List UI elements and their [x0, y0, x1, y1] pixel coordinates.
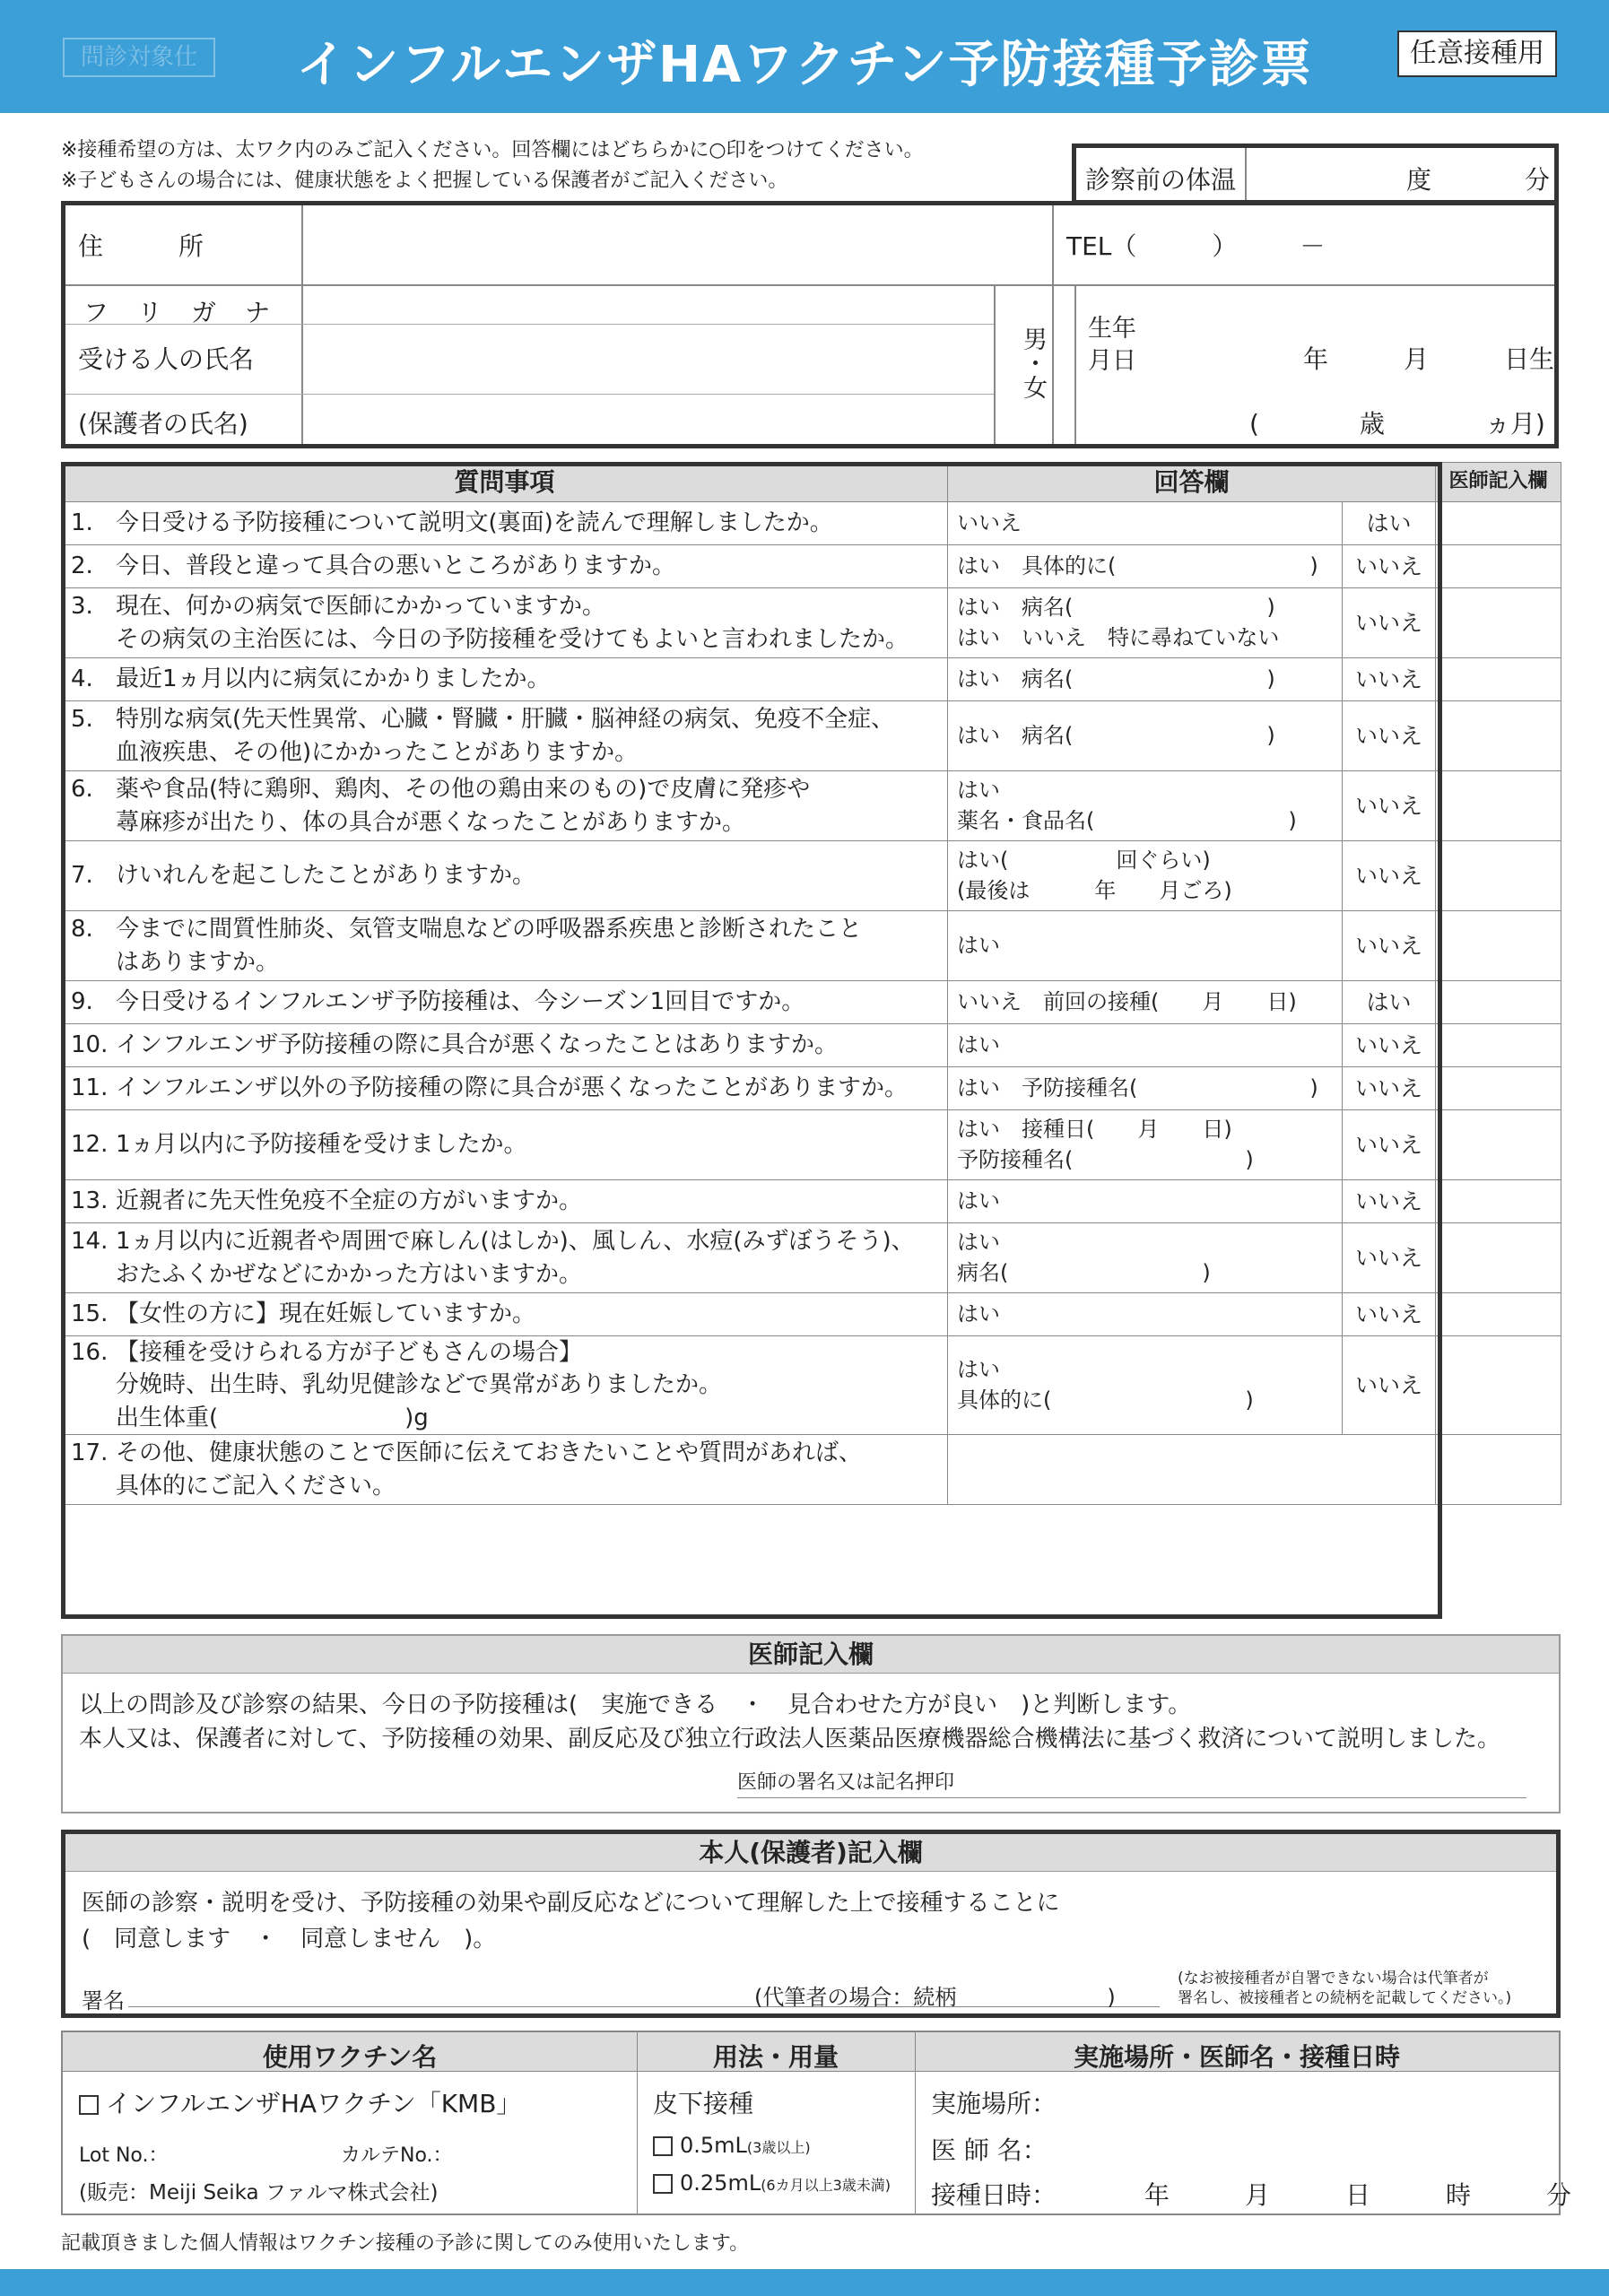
answer-option-b[interactable]: いいえ: [1343, 1223, 1436, 1293]
question-body: 1ヵ月以内に予防接種を受けましたか。: [116, 1131, 527, 1159]
question-body: 今日、普段と違って具合の悪いところがありますか。: [116, 552, 676, 580]
form-title: インフルエンザHAワクチン予防接種予診票: [296, 36, 1313, 94]
answer-option-b[interactable]: いいえ: [1343, 771, 1436, 841]
question-row: [62, 588, 1561, 658]
question-number: 3.: [71, 593, 93, 621]
doctor-section-title: 医師記入欄: [63, 1636, 1559, 1674]
question-body: 【女性の方に】現在妊娠していますか。: [116, 1300, 536, 1328]
doctor-notes-cell[interactable]: [1436, 1067, 1561, 1110]
doctor-notes-cell[interactable]: [1436, 545, 1561, 588]
answer-option-a[interactable]: はい 接種日( 月 日) 予防接種名( ): [948, 1110, 1343, 1180]
doctor-notes-cell[interactable]: [1436, 1293, 1561, 1336]
optional-vaccination-badge: 任意接種用: [1397, 30, 1557, 77]
question-number: 4.: [71, 665, 93, 693]
dose-05-checkbox[interactable]: [653, 2136, 673, 2156]
answer-option-a[interactable]: はい: [948, 1180, 1343, 1223]
doctor-explanation-line: 本人又は、保護者に対して、予防接種の効果、副反応及び独立行政法人医薬品医療機器総合機構法に基づく救済について説明しました。: [79, 1726, 1500, 1752]
doctor-notes-cell[interactable]: [1436, 841, 1561, 911]
temperature-box: [1072, 144, 1559, 204]
question-text: [62, 841, 948, 911]
question-body: 今日受けるインフルエンザ予防接種は、今シーズン1回目ですか。: [116, 988, 805, 1016]
doctor-notes-cell[interactable]: [1436, 1435, 1561, 1505]
lot-number-label[interactable]: Lot No.：: [79, 2144, 169, 2167]
instruction-note-1: ※接種希望の方は、太ワク内のみご記入ください。回答欄にはどちらかに○印をつけてください。: [61, 139, 924, 161]
question-number: 14.: [71, 1228, 109, 1256]
answer-option-b[interactable]: いいえ: [1343, 1024, 1436, 1067]
answer-option-a[interactable]: はい 具体的に( ): [948, 1336, 1343, 1435]
seller-note: (販売：Meiji Seika ファルマ株式会社): [79, 2181, 439, 2205]
dose-025-note: (6カ月以上3歳未満): [761, 2177, 891, 2194]
question-body: インフルエンザ以外の予防接種の際に具合が悪くなったことがありますか。: [116, 1074, 908, 1102]
address-field[interactable]: [308, 209, 1043, 281]
answer-option-a[interactable]: はい: [948, 1024, 1343, 1067]
doctor-notes-cell[interactable]: [1436, 658, 1561, 701]
question-text: [62, 701, 948, 771]
birthdate-fields[interactable]: 年 月 日生: [1303, 344, 1555, 374]
answer-option-b[interactable]: はい: [1343, 981, 1436, 1024]
instruction-note-2: ※子どもさんの場合には、健康状態をよく把握している保護者がご記入ください。: [61, 170, 788, 192]
location-header: 実施場所・医師名・接種日時: [1073, 2042, 1400, 2072]
question-number: 10.: [71, 1031, 109, 1059]
question-body: 薬や食品(特に鶏卵、鶏肉、その他の鶏由来のもの)で皮膚に発疹や 蕁麻疹が出たり、体の具合が悪くなったことがありますか。: [116, 776, 811, 836]
doctor-notes-column-header: 医師記入欄: [1436, 463, 1561, 502]
temperature-unit-minute: 分: [1525, 165, 1551, 195]
answer-option-b[interactable]: いいえ: [1343, 1067, 1436, 1110]
question-text: [62, 1110, 948, 1180]
location-label[interactable]: 実施場所：: [931, 2089, 1057, 2118]
answer-option-b[interactable]: はい: [1343, 502, 1436, 545]
question-number: 16.: [71, 1339, 109, 1366]
question-number: 11.: [71, 1074, 109, 1102]
signature-label: 署名: [82, 1988, 125, 2013]
vaccine-name: インフルエンザHAワクチン「KMB」: [106, 2089, 522, 2118]
dose-025-checkbox[interactable]: [653, 2174, 673, 2194]
datetime-label: 接種日時：: [931, 2180, 1057, 2210]
question-body: 近親者に先天性免疫不全症の方がいますか。: [116, 1187, 583, 1215]
question-text: [62, 1223, 948, 1293]
answer-option-a[interactable]: はい 薬名・食品名( ): [948, 771, 1343, 841]
answer-option-b[interactable]: いいえ: [1343, 588, 1436, 658]
doctor-section: [61, 1634, 1561, 1813]
answer-option-a[interactable]: いいえ: [948, 502, 1343, 545]
doctor-notes-cell[interactable]: [1436, 1336, 1561, 1435]
question-number: 6.: [71, 776, 93, 804]
vaccine-name-header: 使用ワクチン名: [262, 2042, 438, 2072]
footer-bar: [0, 2269, 1609, 2296]
answer-option-a[interactable]: はい: [948, 1293, 1343, 1336]
question-body: インフルエンザ予防接種の際に具合が悪くなったことはありますか。: [116, 1031, 838, 1059]
vaccine-info-table: [61, 2031, 1572, 2215]
birthdate-label: 生年月日: [1088, 315, 1136, 376]
question-text: [62, 658, 948, 701]
doctor-notes-cell[interactable]: [1436, 1024, 1561, 1067]
question-row: [62, 1024, 1561, 1067]
consent-options[interactable]: ( 同意します ・ 同意しません )。: [82, 1926, 497, 1952]
question-row: [62, 1223, 1561, 1293]
furigana-field[interactable]: [308, 288, 989, 322]
dose-05-label: 0.5mL: [680, 2133, 747, 2158]
doctor-name-label[interactable]: 医 師 名：: [931, 2135, 1048, 2165]
answer-option-b[interactable]: いいえ: [1343, 545, 1436, 588]
answer-option-a[interactable]: はい( 回ぐらい) (最後は 年 月ごろ): [948, 841, 1343, 911]
patient-section-title: 本人(保護者)記入欄: [65, 1834, 1556, 1872]
doctor-judgment-line[interactable]: 以上の問診及び診察の結果、今日の予防接種は( 実施できる ・ 見合わせた方が良い )と判断します。: [79, 1692, 1192, 1718]
question-row: [62, 502, 1561, 545]
answer-option-a[interactable]: [948, 1435, 1436, 1505]
question-body: その他、健康状態のことで医師に伝えておきたいことや質問があれば、 具体的にご記入ください。: [116, 1439, 863, 1500]
question-body: 特別な病気(先天性異常、心臓・腎臓・肝臓・脳神経の病気、免疫不全症、 血液疾患、その他)にかかったことがありますか。: [116, 706, 895, 766]
questionnaire-table: [61, 462, 1561, 1505]
recipient-name-field[interactable]: [308, 327, 989, 390]
route-subcutaneous: 皮下接種: [653, 2089, 754, 2118]
answer-option-a[interactable]: はい 病名( ): [948, 701, 1343, 771]
question-body: 最近1ヵ月以内に病気にかかりましたか。: [116, 665, 551, 693]
question-row: [62, 658, 1561, 701]
question-number: 17.: [71, 1439, 109, 1467]
question-row: [62, 1110, 1561, 1180]
tel-label: TEL（ ） －: [1066, 231, 1326, 261]
doctor-notes-cell[interactable]: [1436, 588, 1561, 658]
doctor-notes-cell[interactable]: [1436, 1180, 1561, 1223]
question-number: 9.: [71, 988, 93, 1016]
doctor-notes-cell[interactable]: [1436, 1223, 1561, 1293]
question-text: [62, 588, 948, 658]
guardian-name-label: (保護者の氏名): [78, 409, 248, 439]
proxy-note: (なお被接種者が自署できない場合は代筆者が 署名し、被接種者との続柄を記載してください。): [1178, 1970, 1512, 2008]
vaccine-checkbox[interactable]: [79, 2095, 99, 2115]
patient-section: [61, 1830, 1561, 2018]
answer-option-b[interactable]: いいえ: [1343, 658, 1436, 701]
answer-option-a[interactable]: はい 病名( ): [948, 658, 1343, 701]
question-body: 今日受ける予防接種について説明文(裏面)を読んで理解しましたか。: [116, 509, 833, 537]
answer-option-b[interactable]: いいえ: [1343, 911, 1436, 981]
doctor-signature-label: 医師の署名又は記名押印: [737, 1771, 955, 1794]
answer-option-a[interactable]: はい 病名( ) はい いいえ 特に尋ねていない: [948, 588, 1343, 658]
question-text: [62, 1024, 948, 1067]
question-text: [62, 1067, 948, 1110]
doctor-notes-cell[interactable]: [1436, 1110, 1561, 1180]
question-text: [62, 1293, 948, 1336]
answer-option-a[interactable]: いいえ 前回の接種( 月 日): [948, 981, 1343, 1024]
datetime-fields[interactable]: 年 月 日 時 分: [1144, 2180, 1572, 2210]
sex-options[interactable]: 男・女: [1019, 326, 1047, 399]
answer-option-a[interactable]: はい 病名( ): [948, 1223, 1343, 1293]
recipient-name-label: 受ける人の氏名: [78, 344, 255, 374]
question-row: [62, 1293, 1561, 1336]
faded-stamp-label: 問診対象仕: [63, 38, 215, 77]
doctor-notes-cell[interactable]: [1436, 911, 1561, 981]
proxy-relationship-field[interactable]: (代筆者の場合：続柄 ): [754, 1985, 1116, 2010]
question-text: [62, 771, 948, 841]
question-number: 15.: [71, 1300, 109, 1328]
question-body: 今までに間質性肺炎、気管支喘息などの呼吸器系疾患と診断されたこと はありますか。: [116, 916, 863, 976]
question-column-header: 質問事項: [62, 463, 948, 502]
question-text: [62, 545, 948, 588]
doctor-signature-line[interactable]: [737, 1797, 1526, 1798]
question-text: [62, 502, 948, 545]
answer-option-a[interactable]: はい 予防接種名( ): [948, 1067, 1343, 1110]
temperature-label: 診察前の体温: [1085, 165, 1237, 195]
answer-option-b[interactable]: いいえ: [1343, 1110, 1436, 1180]
question-text: [62, 981, 948, 1024]
question-row: [62, 1435, 1561, 1505]
answer-option-b[interactable]: いいえ: [1343, 1180, 1436, 1223]
answer-option-b[interactable]: いいえ: [1343, 701, 1436, 771]
guardian-name-field[interactable]: [308, 397, 989, 442]
question-number: 7.: [71, 862, 93, 890]
question-row: [62, 1336, 1561, 1435]
question-number: 2.: [71, 552, 93, 580]
question-row: [62, 771, 1561, 841]
answer-option-a[interactable]: はい: [948, 911, 1343, 981]
consent-statement: 医師の診察・説明を受け、予防接種の効果や副反応などについて理解した上で接種することに: [82, 1890, 1060, 1917]
question-text: [62, 1180, 948, 1223]
question-row: [62, 1180, 1561, 1223]
question-row: [62, 1067, 1561, 1110]
question-number: 8.: [71, 916, 93, 944]
question-body: けいれんを起こしたことがありますか。: [116, 862, 536, 890]
question-body: 【接種を受けられる方が子どもさんの場合】 分娩時、出生時、乳幼児健診などで異常がありましたか。 出生体重( )g: [116, 1339, 723, 1431]
question-body: 1ヵ月以内に近親者や周囲で麻しん(はしか)、風しん、水痘(みずぼうそう)、 おたふくかぜなどにかかった方はいますか。: [116, 1228, 915, 1288]
question-row: [62, 981, 1561, 1024]
question-row: [62, 911, 1561, 981]
chart-number-label[interactable]: カルテNo.：: [341, 2144, 453, 2167]
answer-column-header: 回答欄: [948, 463, 1436, 502]
answer-option-b[interactable]: いいえ: [1343, 841, 1436, 911]
question-text: [62, 1336, 948, 1435]
answer-option-a[interactable]: はい 具体的に( ): [948, 545, 1343, 588]
answer-option-b[interactable]: いいえ: [1343, 1336, 1436, 1435]
answer-option-b[interactable]: いいえ: [1343, 1293, 1436, 1336]
dose-05-note: (3歳以上): [746, 2139, 811, 2156]
dosage-header: 用法・用量: [712, 2042, 839, 2072]
question-text: [62, 911, 948, 981]
privacy-note: 記載頂きました個人情報はワクチン接種の予診に関してのみ使用いたします。: [61, 2232, 750, 2255]
doctor-notes-cell[interactable]: [1436, 701, 1561, 771]
personal-info-box: [61, 201, 1559, 448]
furigana-label: フ リ ガ ナ: [83, 298, 273, 327]
age-fields[interactable]: ( 歳 ヵ月): [1249, 409, 1545, 439]
dose-025-label: 0.25mL: [680, 2170, 761, 2196]
doctor-notes-cell[interactable]: [1436, 502, 1561, 545]
question-number: 5.: [71, 706, 93, 734]
question-text: [62, 1435, 948, 1505]
question-body: 現在、何かの病気で医師にかかっていますか。 その病気の主治医には、今日の予防接種を受けてもよいと言われましたか。: [116, 593, 909, 653]
question-row: [62, 545, 1561, 588]
doctor-notes-cell[interactable]: [1436, 771, 1561, 841]
question-number: 13.: [71, 1187, 109, 1215]
address-label: 住 所: [78, 231, 204, 261]
doctor-notes-cell[interactable]: [1436, 981, 1561, 1024]
question-row: [62, 701, 1561, 771]
temperature-unit-degree: 度: [1406, 165, 1432, 195]
question-row: [62, 841, 1561, 911]
question-number: 12.: [71, 1131, 109, 1159]
question-number: 1.: [71, 509, 93, 537]
